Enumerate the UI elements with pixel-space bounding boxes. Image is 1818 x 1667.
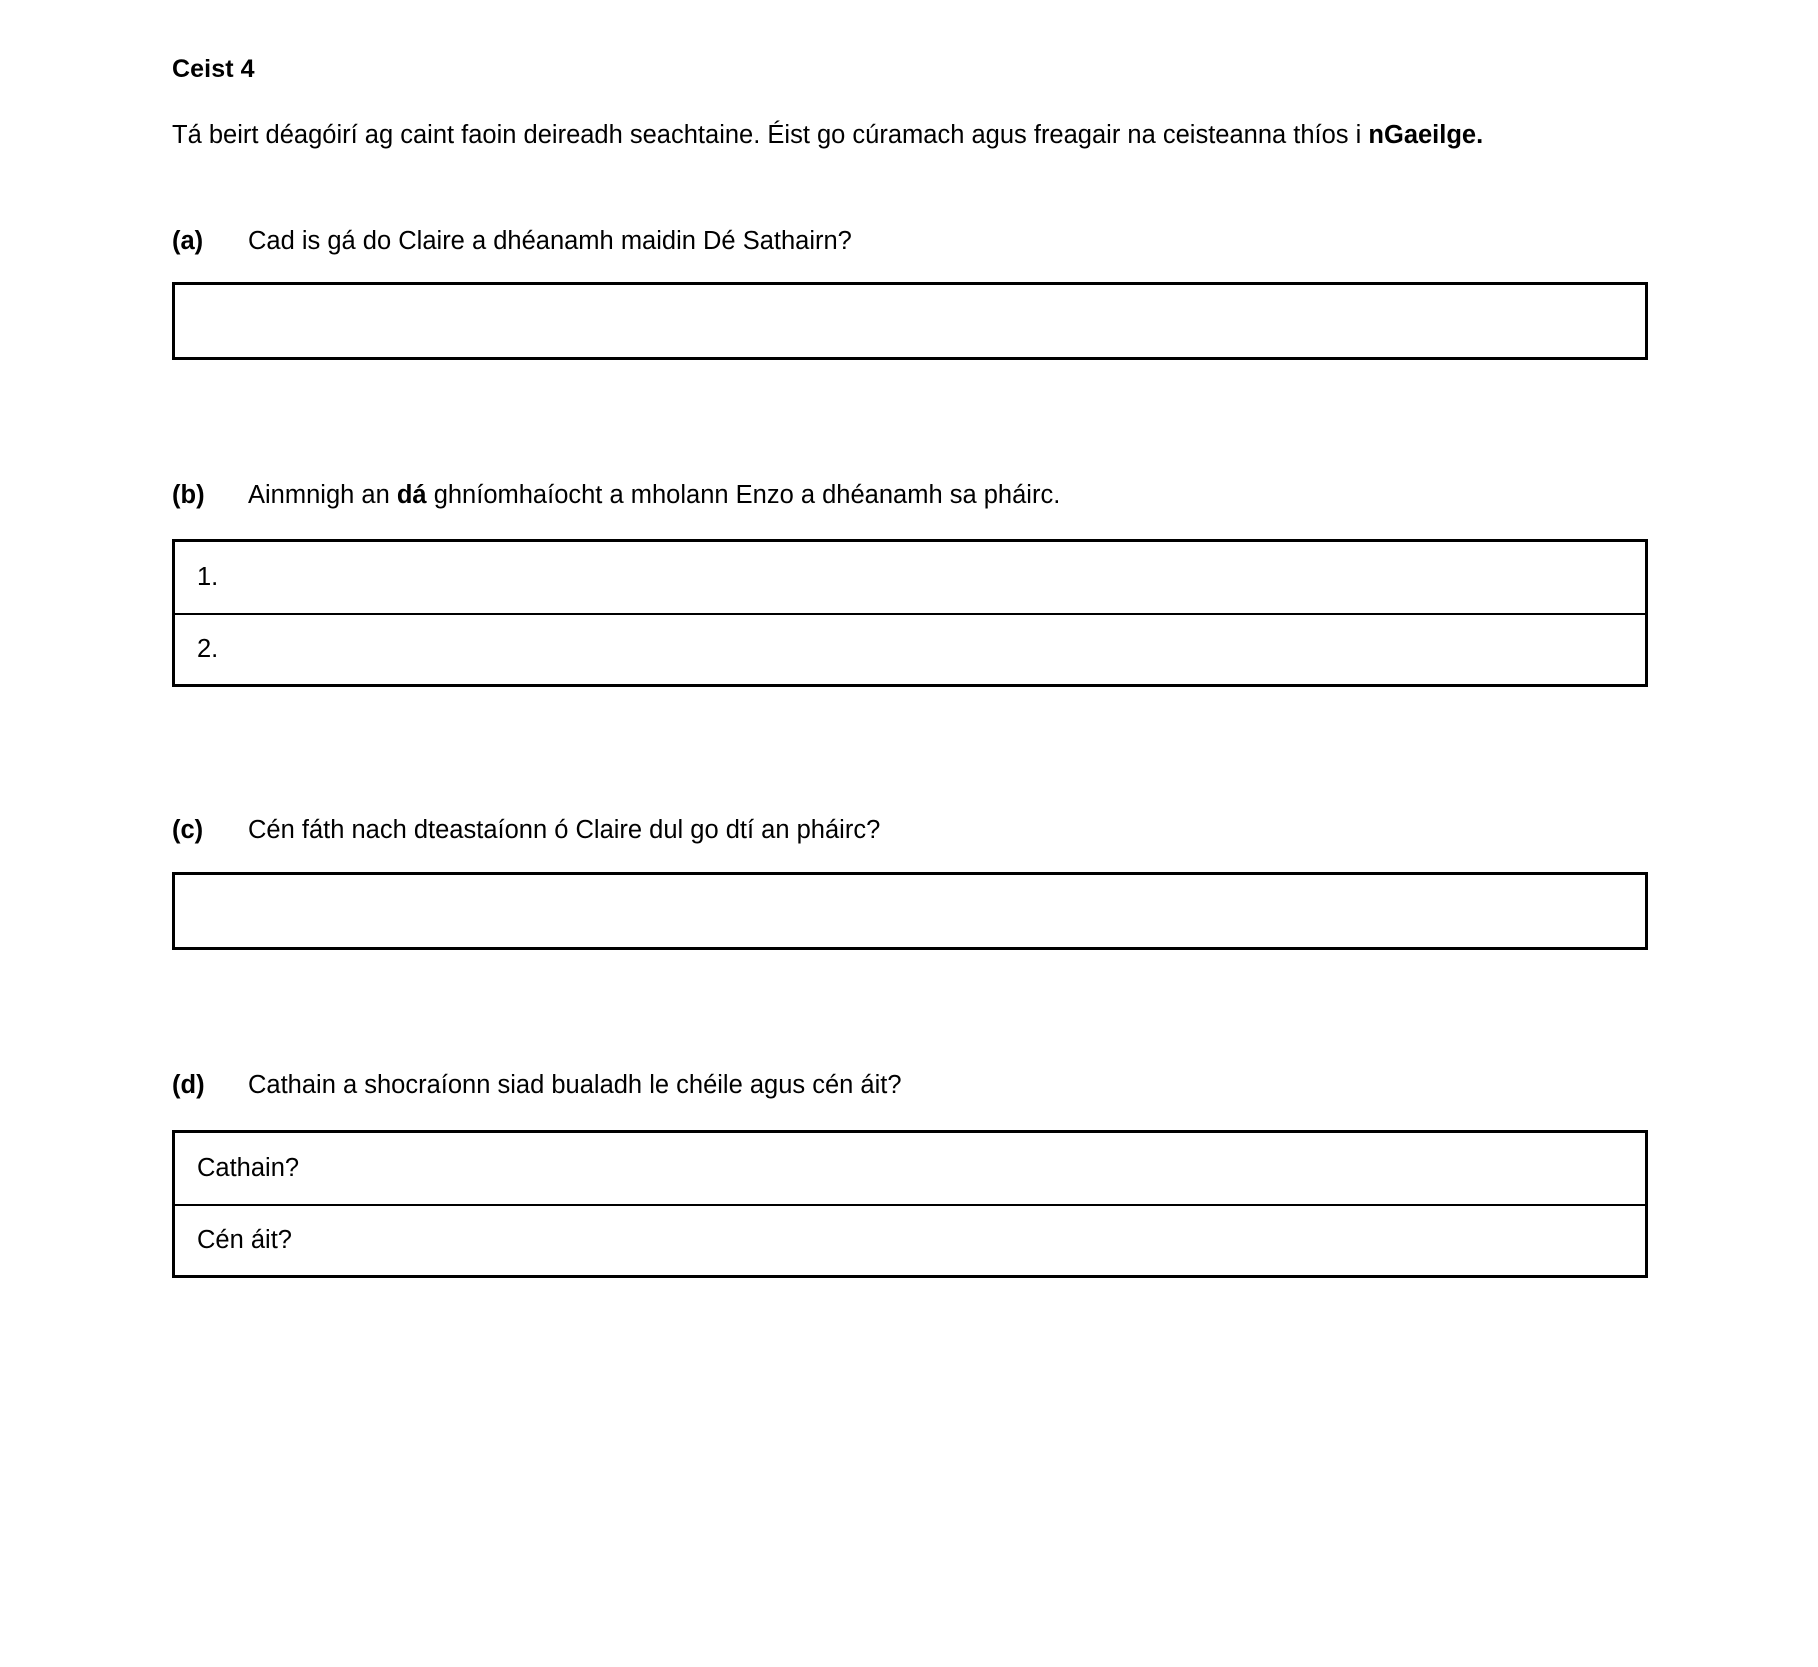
answer-row-b-2[interactable]: 2. [175, 613, 1645, 684]
question-c-text: Cén fáth nach dteastaíonn ó Claire dul go dtí an pháirc? [248, 815, 881, 844]
spacer-question-d-to-table [172, 1104, 1648, 1130]
question-b [172, 478, 1648, 514]
question-b-label: (b) [172, 480, 205, 509]
question-a-label: (a) [172, 227, 204, 256]
answer-table-d [172, 1130, 1648, 1278]
answer-row-d-cathain[interactable]: Cathain? [197, 1153, 300, 1182]
instructions-text: Tá beirt déagóirí ag caint faoin deireadh seachtaine. Éist go cúramach agus freagair na ceisteanna thíos i [172, 120, 1369, 149]
spacer-question-a-to-box [172, 260, 1648, 282]
spacer-before-question-a [172, 154, 1648, 224]
page-title: Ceist 4 [172, 55, 255, 83]
question-b-text [248, 478, 1648, 514]
spacer-before-question-b [172, 360, 1648, 478]
answer-row-b-1[interactable]: 1. [197, 562, 219, 591]
spacer-before-question-c [172, 687, 1648, 813]
question-b-text-part2: ghníomhaíocht a mholann Enzo a dhéanamh sa pháirc. [426, 480, 1061, 509]
answer-box-a[interactable] [172, 282, 1648, 360]
question-d-label: (d) [172, 1071, 205, 1100]
instructions-language-emphasis: nGaeilge. [1368, 120, 1484, 149]
answer-table-b [172, 539, 1648, 687]
question-a-text: Cad is gá do Claire a dhéanamh maidin Dé Sathairn? [248, 227, 852, 256]
question-b-text-emphasis: dá [396, 480, 427, 509]
spacer-question-c-to-box [172, 848, 1648, 872]
question-a [172, 224, 1648, 260]
question-c-label: (c) [172, 815, 204, 844]
answer-row-d-cen-ait[interactable]: Cén áit? [175, 1204, 1645, 1275]
answer-box-c[interactable] [172, 872, 1648, 950]
instructions-paragraph [172, 86, 1622, 155]
spacer-question-b-to-table [172, 514, 1648, 539]
question-c [172, 813, 1648, 849]
question-d-text: Cathain a shocraíonn siad bualadh le chéile agus cén áit? [248, 1071, 902, 1100]
question-d [172, 1068, 1648, 1104]
question-b-text-part1: Ainmnigh an [248, 480, 397, 509]
spacer-before-question-d [172, 950, 1648, 1068]
page-content [172, 0, 1648, 1278]
